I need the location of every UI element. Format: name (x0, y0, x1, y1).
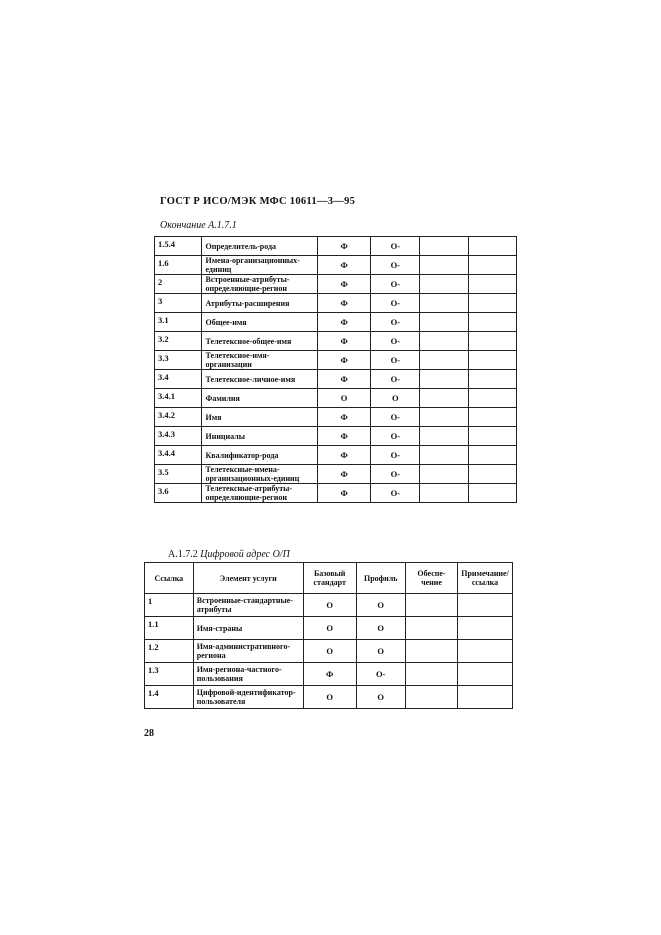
table-row (145, 663, 513, 686)
cell-profile: О- (371, 370, 420, 389)
cell-note (458, 594, 513, 617)
table-row (155, 332, 517, 351)
cell-ref: 1.5.4 (155, 237, 202, 256)
cell-ref: 1.6 (155, 256, 202, 275)
cell-note (468, 408, 516, 427)
cell-element: Телетексное-имя-организации (202, 351, 317, 370)
cell-base: Ф (317, 256, 370, 275)
table-row (155, 237, 517, 256)
caption-title: Цифровой адрес О/П (200, 549, 290, 560)
cell-support (420, 351, 468, 370)
cell-profile: О- (371, 294, 420, 313)
table-row (155, 427, 517, 446)
cell-ref: 3 (155, 294, 202, 313)
cell-support (420, 275, 468, 294)
cell-note (468, 275, 516, 294)
cell-base: Ф (317, 313, 370, 332)
cell-profile: О (356, 640, 405, 663)
cell-support (420, 465, 468, 484)
cell-profile: О- (371, 275, 420, 294)
col-header-note: Примечание/ссылка (458, 563, 513, 594)
cell-note (468, 294, 516, 313)
cell-profile: О- (371, 408, 420, 427)
cell-element: Имя-административного-региона (193, 640, 303, 663)
cell-ref: 2 (155, 275, 202, 294)
cell-ref: 3.4 (155, 370, 202, 389)
table-row (145, 594, 513, 617)
cell-base: Ф (317, 294, 370, 313)
cell-base: О (303, 686, 356, 709)
cell-profile: О- (371, 427, 420, 446)
cell-element: Имя-региона-частного-пользования (193, 663, 303, 686)
cell-support (420, 237, 468, 256)
cell-element: Имена-организационных-единиц (202, 256, 317, 275)
cell-base: Ф (317, 237, 370, 256)
col-header-base: Базовый стандарт (303, 563, 356, 594)
cell-support (420, 256, 468, 275)
table-continuation (154, 236, 517, 503)
cell-note (468, 237, 516, 256)
cell-base: Ф (317, 465, 370, 484)
cell-base: Ф (317, 332, 370, 351)
cell-profile: О- (371, 313, 420, 332)
table-row (155, 275, 517, 294)
cell-element: Фамилия (202, 389, 317, 408)
cell-ref: 1.1 (145, 617, 194, 640)
cell-element: Телетексное-общее-имя (202, 332, 317, 351)
cell-ref: 1.4 (145, 686, 194, 709)
cell-element: Телетексное-личное-имя (202, 370, 317, 389)
cell-element: Телетексные-имена-организационных-единиц (202, 465, 317, 484)
cell-support (420, 370, 468, 389)
cell-base: Ф (317, 275, 370, 294)
caption-number: А.1.7.2 (168, 549, 198, 560)
cell-element: Атрибуты-расширения (202, 294, 317, 313)
table-row (155, 446, 517, 465)
cell-base: Ф (317, 370, 370, 389)
cell-base: Ф (303, 663, 356, 686)
cell-element: Общее-имя (202, 313, 317, 332)
cell-ref: 3.4.4 (155, 446, 202, 465)
cell-element: Определитель-рода (202, 237, 317, 256)
document-header: ГОСТ Р ИСО/МЭК МФС 10611—3—95 (160, 196, 356, 207)
cell-support (405, 594, 457, 617)
col-header-element: Элемент услуги (193, 563, 303, 594)
cell-element: Телетексные-атрибуты-определяющие-регион (202, 484, 317, 503)
cell-profile: О- (371, 256, 420, 275)
cell-ref: 3.4.2 (155, 408, 202, 427)
cell-note (468, 370, 516, 389)
table-row (145, 686, 513, 709)
cell-profile: О (356, 686, 405, 709)
cell-element: Имя (202, 408, 317, 427)
page-number: 28 (144, 728, 154, 739)
cell-profile: О (356, 617, 405, 640)
table-row (155, 294, 517, 313)
cell-element: Квалификатор-рода (202, 446, 317, 465)
cell-profile: О- (371, 237, 420, 256)
cell-note (468, 351, 516, 370)
table-row (155, 313, 517, 332)
cell-note (458, 663, 513, 686)
cell-note (468, 484, 516, 503)
cell-ref: 3.6 (155, 484, 202, 503)
col-header-ref: Ссылка (145, 563, 194, 594)
cell-ref: 1.3 (145, 663, 194, 686)
cell-support (420, 484, 468, 503)
table-caption-continuation: Окончание А.1.7.1 (160, 220, 237, 231)
cell-base: Ф (317, 408, 370, 427)
cell-profile: О- (371, 446, 420, 465)
cell-profile: О- (371, 465, 420, 484)
cell-element: Инициалы (202, 427, 317, 446)
cell-support (420, 427, 468, 446)
cell-support (420, 313, 468, 332)
cell-ref: 3.4.3 (155, 427, 202, 446)
cell-support (420, 408, 468, 427)
col-header-profile: Профиль (356, 563, 405, 594)
cell-ref: 3.3 (155, 351, 202, 370)
cell-support (405, 663, 457, 686)
cell-base: Ф (317, 484, 370, 503)
table-row (145, 617, 513, 640)
cell-base: О (303, 594, 356, 617)
cell-note (468, 465, 516, 484)
cell-note (468, 389, 516, 408)
table-row (155, 389, 517, 408)
cell-ref: 3.5 (155, 465, 202, 484)
cell-profile: О- (356, 663, 405, 686)
table-row (155, 370, 517, 389)
cell-note (468, 313, 516, 332)
cell-ref: 3.4.1 (155, 389, 202, 408)
cell-note (468, 332, 516, 351)
cell-element: Встроенные-атрибуты-определяющие-регион (202, 275, 317, 294)
col-header-support: Обеспе-чение (405, 563, 457, 594)
cell-element: Имя-страны (193, 617, 303, 640)
cell-element: Цифровой-идентификатор-пользователя (193, 686, 303, 709)
cell-profile: О- (371, 332, 420, 351)
cell-base: О (303, 617, 356, 640)
table-row (145, 640, 513, 663)
table-row (155, 256, 517, 275)
cell-base: Ф (317, 351, 370, 370)
cell-support (405, 617, 457, 640)
cell-base: Ф (317, 427, 370, 446)
cell-note (458, 640, 513, 663)
cell-base: О (317, 389, 370, 408)
cell-ref: 3.1 (155, 313, 202, 332)
table-row (155, 408, 517, 427)
table-digital-address (144, 562, 513, 709)
cell-ref: 1 (145, 594, 194, 617)
cell-profile: О (356, 594, 405, 617)
cell-profile: О- (371, 484, 420, 503)
cell-ref: 1.2 (145, 640, 194, 663)
cell-note (468, 256, 516, 275)
table-row (155, 484, 517, 503)
table-caption-digital-address (168, 549, 290, 560)
cell-element: Встроенные-стандартные-атрибуты (193, 594, 303, 617)
cell-base: Ф (317, 446, 370, 465)
cell-support (405, 686, 457, 709)
cell-profile: О (371, 389, 420, 408)
cell-note (458, 617, 513, 640)
cell-support (420, 446, 468, 465)
cell-base: О (303, 640, 356, 663)
cell-profile: О- (371, 351, 420, 370)
cell-support (405, 640, 457, 663)
cell-support (420, 332, 468, 351)
cell-note (468, 446, 516, 465)
cell-support (420, 294, 468, 313)
cell-note (468, 427, 516, 446)
cell-ref: 3.2 (155, 332, 202, 351)
table-row (155, 351, 517, 370)
cell-note (458, 686, 513, 709)
table-row (155, 465, 517, 484)
cell-support (420, 389, 468, 408)
